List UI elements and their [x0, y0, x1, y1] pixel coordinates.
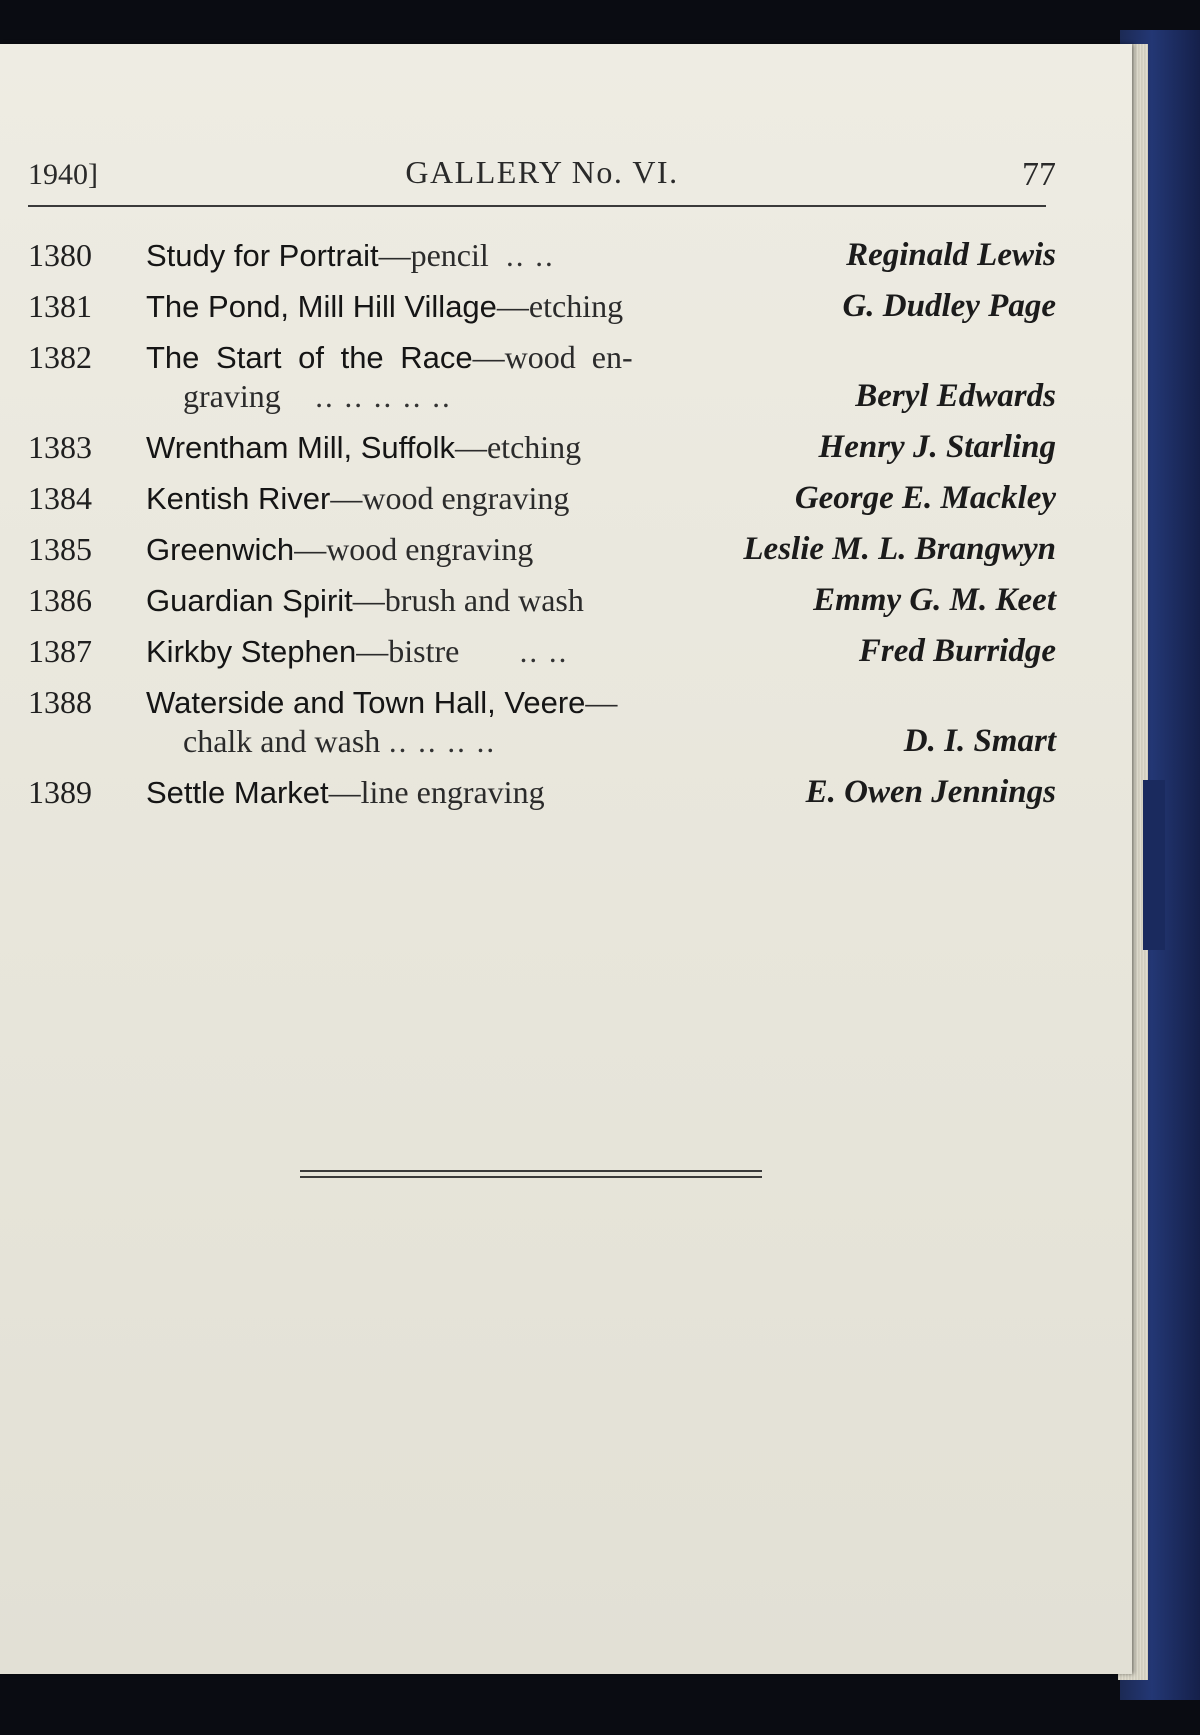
entry-medium: —etching — [496, 288, 624, 324]
entry-artist: G. Dudley Page — [842, 288, 1056, 324]
entry-title: Waterside and Town Hall, Veere — [146, 685, 586, 720]
entry-artist: Beryl Edwards — [855, 378, 1056, 414]
catalogue-entry — [28, 524, 1056, 575]
catalogue-entry — [28, 422, 1056, 473]
entry-artist: Fred Burridge — [858, 633, 1056, 669]
entry-artist: D. I. Smart — [903, 723, 1056, 759]
running-header — [28, 150, 1056, 200]
entry-medium-continued: graving — [183, 378, 281, 414]
entry-number: 1384 — [28, 480, 92, 516]
entry-medium: — — [585, 684, 618, 720]
entry-number: 1389 — [28, 774, 92, 810]
entry-medium: —brush and wash — [352, 582, 584, 618]
entry-number: 1383 — [28, 429, 92, 465]
entry-medium-continued: chalk and wash — [183, 723, 381, 759]
entry-title: Kirkby Stephen — [146, 634, 357, 669]
entry-number: 1382 — [28, 339, 92, 375]
entry-artist: Henry J. Starling — [818, 429, 1056, 465]
header-rule — [28, 205, 1046, 207]
entry-title: Kentish River — [146, 481, 331, 516]
catalogue-entry — [28, 575, 1056, 626]
catalogue-entry — [28, 281, 1056, 332]
catalogue-entry — [28, 332, 1056, 422]
leader-dots: .. .. .. .. .. — [315, 379, 452, 414]
entry-medium: —line engraving — [328, 774, 545, 810]
catalogue-entry — [28, 473, 1056, 524]
leader-dots: .. .. — [506, 238, 555, 273]
entry-title: Greenwich — [146, 532, 295, 567]
catalogue-entry — [28, 626, 1056, 677]
catalogue-entry — [28, 230, 1056, 281]
entry-number: 1387 — [28, 633, 92, 669]
catalogue-entry — [28, 767, 1056, 818]
header-year: 1940] — [28, 158, 98, 191]
entry-artist: E. Owen Jennings — [805, 774, 1056, 810]
entry-medium: —wood engraving — [330, 480, 570, 516]
entry-title: Study for Portrait — [146, 238, 379, 273]
entry-artist: George E. Mackley — [794, 480, 1056, 516]
entry-number: 1386 — [28, 582, 92, 618]
page-number: 77 — [1022, 156, 1056, 193]
entry-medium: —pencil — [378, 237, 489, 273]
entry-title: Settle Market — [146, 775, 329, 810]
catalogue-entry — [28, 677, 1056, 767]
entry-artist: Reginald Lewis — [846, 237, 1056, 273]
leader-dots: .. .. — [519, 634, 569, 669]
entry-number: 1388 — [28, 684, 92, 720]
bookmark-ribbon — [1143, 780, 1165, 950]
entry-title: Wrentham Mill, Suffolk — [146, 430, 455, 465]
entry-medium: —bistre — [356, 633, 460, 669]
entry-medium: —wood engraving — [294, 531, 534, 567]
entry-artist: Leslie M. L. Brangwyn — [743, 531, 1056, 567]
entry-artist: Emmy G. M. Keet — [813, 582, 1056, 618]
entry-title: The Start of the Race — [146, 340, 473, 375]
catalogue-entries — [28, 230, 1056, 818]
leader-dots: .. .. .. .. — [388, 724, 497, 759]
entry-medium: —etching — [454, 429, 582, 465]
entry-number: 1385 — [28, 531, 92, 567]
entry-medium: —wood en- — [472, 339, 633, 375]
entry-number: 1380 — [28, 237, 92, 273]
section-end-rule — [300, 1170, 762, 1180]
entry-number: 1381 — [28, 288, 92, 324]
header-title: GALLERY No. VI. — [405, 154, 679, 190]
entry-title: The Pond, Mill Hill Village — [146, 289, 497, 324]
entry-title: Guardian Spirit — [146, 583, 353, 618]
